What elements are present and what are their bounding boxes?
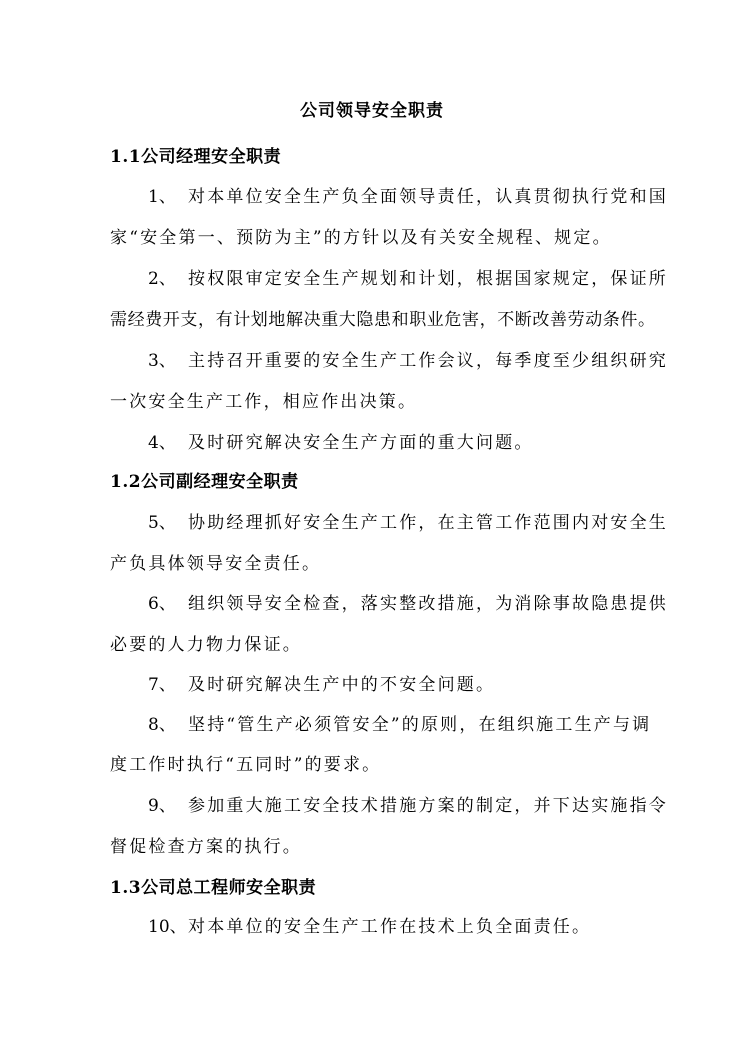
item-text: 对本单位安全生产负全面领导责任，认真贯彻执行党和国	[188, 187, 668, 207]
item-number: 8、	[148, 715, 176, 735]
item-9-line-2: 督促检查方案的执行。	[110, 837, 302, 857]
item-text: 组织领导安全检查，落实整改措施，为消除事故隐患提供	[188, 594, 668, 614]
item-number: 7、	[148, 675, 176, 695]
item-4-line-1	[148, 428, 534, 453]
item-8-line-1	[148, 710, 651, 735]
item-3-line-1	[148, 346, 668, 371]
item-text: 及时研究解决安全生产方面的重大问题。	[188, 433, 534, 453]
item-number: 10、	[148, 917, 187, 937]
item-text: 协助经理抓好安全生产工作，在主管工作范围内对安全生	[188, 513, 668, 533]
item-8-line-2: 度工作时执行“五同时”的要求。	[110, 755, 382, 775]
item-6-line-2: 必要的人力物力保证。	[110, 635, 302, 655]
item-1-line-1	[148, 182, 668, 207]
page-title: 公司领导安全职责	[300, 101, 444, 121]
item-5-line-2: 产负具体领导安全责任。	[110, 554, 322, 574]
section-heading-1-1: 1.1公司经理安全职责	[110, 147, 282, 167]
item-number: 9、	[148, 796, 176, 816]
item-number: 4、	[148, 433, 176, 453]
item-1-line-2: 家“安全第一、预防为主”的方针以及有关安全规程、规定。	[110, 228, 612, 248]
section-heading-1-2: 1.2公司副经理安全职责	[110, 472, 299, 492]
section-heading-1-3: 1.3公司总工程师安全职责	[110, 878, 317, 898]
item-text: 对本单位的安全生产工作在技术上负全面责任。	[188, 917, 592, 937]
item-7-line-1	[148, 670, 495, 695]
item-number: 1、	[148, 187, 176, 207]
item-text: 按权限审定安全生产规划和计划，根据国家规定，保证所	[188, 269, 668, 289]
item-number: 6、	[148, 594, 176, 614]
item-2-line-2: 需经费开支，有计划地解决重大隐患和职业危害，不断改善劳动条件。	[110, 310, 656, 330]
item-text: 坚持“管生产必须管安全”的原则，在组织施工生产与调	[188, 715, 652, 735]
item-3-line-2: 一次安全生产工作，相应作出决策。	[110, 392, 418, 412]
item-text: 参加重大施工安全技术措施方案的制定，并下达实施指令	[188, 796, 668, 816]
item-number: 5、	[148, 513, 176, 533]
item-10-line-1	[148, 912, 591, 937]
item-number: 3、	[148, 351, 176, 371]
item-9-line-1	[148, 791, 668, 816]
item-text: 主持召开重要的安全生产工作会议，每季度至少组织研究	[188, 351, 668, 371]
item-6-line-1	[148, 589, 668, 614]
item-2-line-1	[148, 264, 668, 289]
item-text: 及时研究解决生产中的不安全问题。	[188, 675, 496, 695]
item-number: 2、	[148, 269, 176, 289]
item-5-line-1	[148, 508, 668, 533]
